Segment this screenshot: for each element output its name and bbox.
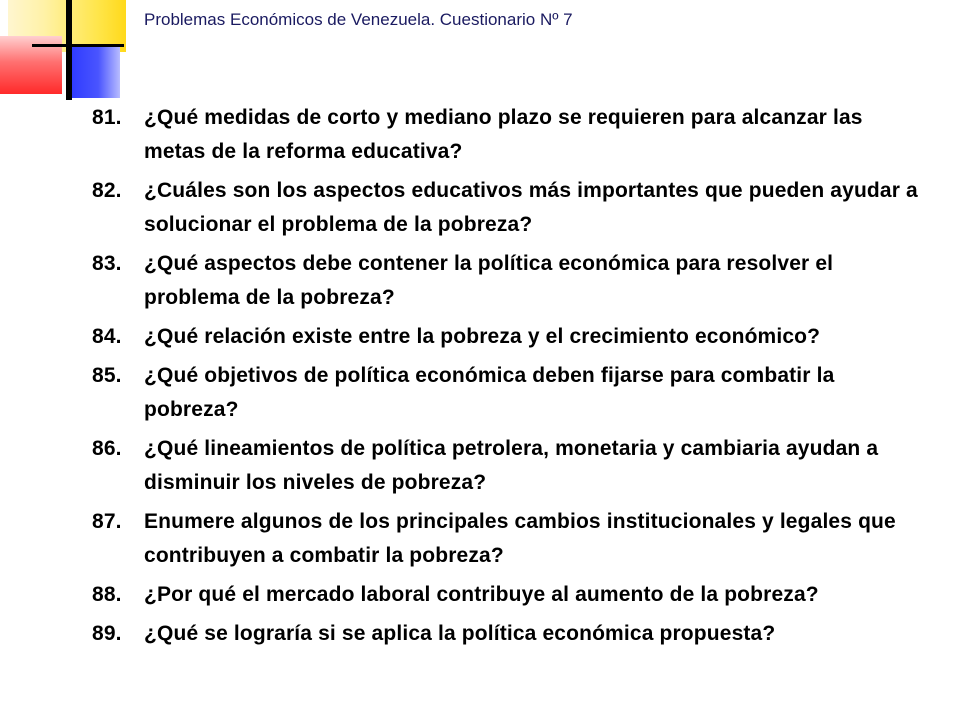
question-text: ¿Cuáles son los aspectos educativos más importantes que pueden ayudar a solucionar el problema de la pobreza?: [144, 179, 918, 236]
question-text: ¿Qué aspectos debe contener la política económica para resolver el problema de la pobreza?: [144, 252, 834, 309]
decorative-logo: [0, 0, 130, 110]
question-number: 82.: [92, 179, 122, 202]
question-text: ¿Qué objetivos de política económica deben fijarse para combatir la pobreza?: [144, 364, 835, 421]
question-number: 87.: [92, 510, 122, 533]
question-number: 84.: [92, 325, 122, 348]
question-text: ¿Qué medidas de corto y mediano plazo se requieren para alcanzar las metas de la reforma educativa?: [144, 106, 863, 163]
question-item: [92, 320, 922, 354]
question-number: 89.: [92, 622, 122, 645]
question-item: [92, 101, 922, 169]
question-number: 88.: [92, 583, 122, 606]
page-title: Problemas Económicos de Venezuela. Cuestionario Nº 7: [144, 10, 573, 29]
question-number: 81.: [92, 106, 122, 129]
question-text: ¿Qué relación existe entre la pobreza y el crecimiento económico?: [144, 325, 821, 348]
question-item: [92, 359, 922, 427]
question-item: [92, 174, 922, 242]
question-item: [92, 578, 922, 612]
question-text: Enumere algunos de los principales cambios institucionales y legales que contribuyen a combatir la pobreza?: [144, 510, 896, 567]
question-number: 86.: [92, 437, 122, 460]
logo-blue-block: [66, 44, 120, 98]
question-item: [92, 617, 922, 651]
question-number: 83.: [92, 252, 122, 275]
question-list: [92, 101, 922, 656]
question-number: 85.: [92, 364, 122, 387]
question-item: [92, 247, 922, 315]
question-text: ¿Qué se lograría si se aplica la política económica propuesta?: [144, 622, 776, 645]
logo-vertical-line: [66, 0, 72, 100]
question-item: [92, 432, 922, 500]
question-text: ¿Por qué el mercado laboral contribuye al aumento de la pobreza?: [144, 583, 819, 606]
question-text: ¿Qué lineamientos de política petrolera, monetaria y cambiaria ayudan a disminuir los niveles de pobreza?: [144, 437, 879, 494]
question-item: [92, 505, 922, 573]
logo-horizontal-line: [32, 44, 124, 47]
